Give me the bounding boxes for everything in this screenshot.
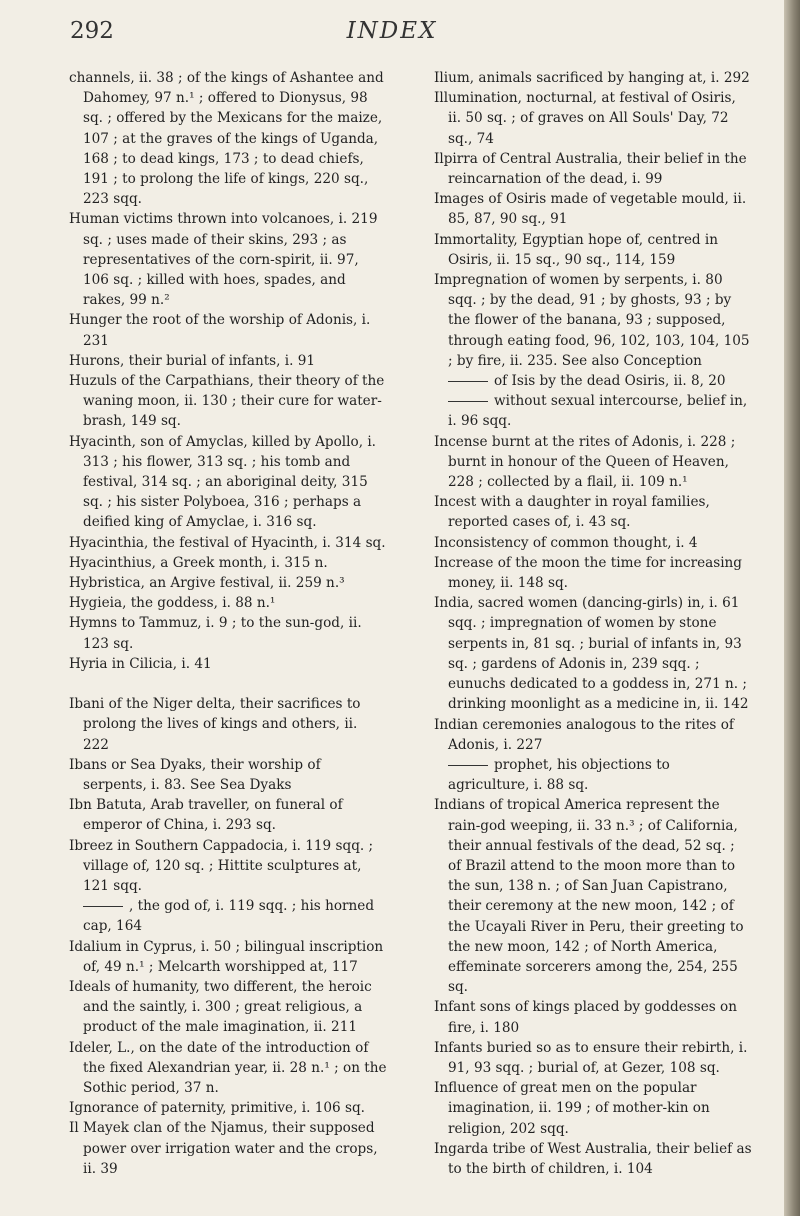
index-entry [69,533,387,553]
index-entry [434,533,752,553]
running-head: INDEX [346,18,438,44]
entry-text: Incense burnt at the rites of Adonis, i. 228 ; burnt in honour of the Queen of Heaven, 228 ; collected by a flail, ii. 109 n.¹ [434,433,736,491]
index-entry [69,209,387,310]
index-entry [434,68,752,88]
entry-text: Idalium in Cyprus, i. 50 ; bilingual inscription of, 49 n.¹ ; Melcarth worshipped at, 117 [69,938,384,975]
index-entry [434,1139,752,1179]
entry-text: Ibans or Sea Dyaks, their worship of serpents, i. 83. See Sea Dyaks [69,756,321,793]
entry-text: Infants buried so as to ensure their rebirth, i. 91, 93 sqq. ; burial of, at Gezer, 108 sq. [434,1039,748,1076]
index-entry [69,573,387,593]
index-entry [434,189,752,229]
entry-text: Ibreez in Southern Cappadocia, i. 119 sqq. ; village of, 120 sq. ; Hittite sculptures at, 121 sqq. [69,837,374,894]
entry-text: Huzuls of the Carpathians, their theory of the waning moon, ii. 130 ; their cure for water-brash, 149 sq. [69,373,385,430]
index-entry [69,977,387,1038]
index-entry [69,432,387,533]
entry-text: Ilium, animals sacrificed by hanging at, i. 292 [434,70,750,86]
ditto-dash [448,765,488,766]
entry-text: Influence of great men on the popular imagination, ii. 199 ; of mother-kin on religion, 202 sqq. [434,1080,710,1137]
entry-text: Indian ceremonies analogous to the rites of Adonis, i. 227 [434,716,734,753]
entry-text: Human victims thrown into volcanoes, i. 219 sq. ; uses made of their skins, 293 ; as representatives of the corn-spirit, ii. 97, 106 sq. ; killed with hoes, spades, and rakes, 99 n.² [69,211,378,309]
index-entry [434,1038,752,1078]
index-entry [434,230,752,270]
entry-text: Inconsistency of common thought, i. 4 [434,534,698,551]
entry-text: Hyacinthius, a Greek month, i. 315 n. [69,554,328,571]
index-entry [434,270,752,371]
entry-text: , the god of, i. 119 sqq. ; his horned cap, 164 [83,898,375,935]
index-entry [69,351,387,371]
index-entry [69,310,387,350]
index-entry [69,654,387,674]
index-entry [69,553,387,573]
entry-text: Incest with a daughter in royal families, reported cases of, i. 43 sq. [434,494,710,531]
entry-text: Hyacinth, son of Amyclas, killed by Apollo, i. 313 ; his flower, 313 sq. ; his tomb and festival, 314 sq. ; an aboriginal deity, 315 sq. ; his sister Polyboea, 316 ; perhaps a deified king of Amyclae, i. 316 sq. [69,433,377,531]
index-entry [434,795,752,997]
index-entry [69,755,387,795]
entry-text: without sexual intercourse, belief in, i. 96 sqq. [448,393,748,430]
index-entry [69,937,387,977]
entry-text: Hybristica, an Argive festival, ii. 259 n.³ [69,575,345,592]
index-entry [69,593,387,613]
entry-text: Increase of the moon the time for increasing money, ii. 148 sq. [434,554,743,592]
entry-text: channels, ii. 38 ; of the kings of Ashantee and Dahomey, 97 n.¹ ; offered to Dionysus, 98 sq. ; offered by the Mexicans for the maize, 107 ; at the graves of the kings of Uganda, 168 ; to dead kings, 173 ; to dead chiefs, 191 ; to prolong the life of kings, 220 sq., 223 sqq. [69,70,384,208]
entry-text: Ibn Batuta, Arab traveller, on funeral of emperor of China, i. 293 sq. [69,797,343,834]
index-entry [434,715,752,755]
entry-text: of Isis by the dead Osiris, ii. 8, 20 [494,373,726,390]
entry-text: prophet, his objections to agriculture, i. 88 sq. [448,756,670,794]
page-edge [784,0,800,1216]
index-column-left [69,68,387,1179]
index-entry [69,836,387,897]
ditto-dash [83,906,123,907]
index-column-right [434,68,752,1179]
index-entry [69,795,387,835]
index-entry [434,492,752,532]
index-entry [69,68,387,209]
page-number: 292 [70,18,114,44]
ditto-dash [448,401,488,402]
index-entry [434,593,752,714]
index-entry [69,1038,387,1099]
entry-text: Il Mayek clan of the Njamus, their supposed power over irrigation water and the crops, ii. 39 [69,1120,378,1177]
index-entry [434,432,752,493]
index-entry [434,149,752,189]
entry-text: Infant sons of kings placed by goddesses on fire, i. 180 [434,999,737,1036]
entry-text: Hurons, their burial of infants, i. 91 [69,352,316,369]
entry-text: Ilpirra of Central Australia, their belief in the reincarnation of the dead, i. 99 [434,150,747,188]
entry-text: Ideler, L., on the date of the introduction of the fixed Alexandrian year, ii. 28 n.¹ ; on the Sothic period, 37 n. [69,1039,387,1096]
entry-text: Hunger the root of the worship of Adonis, i. 231 [69,312,371,349]
ditto-dash [448,381,488,382]
entry-text: Hymns to Tammuz, i. 9 ; to the sun-god, ii. 123 sq. [69,615,362,652]
entry-text: Hyria in Cilicia, i. 41 [69,655,212,672]
index-subentry [69,896,387,936]
entry-text: India, sacred women (dancing-girls) in, i. 61 sqq. ; impregnation of women by stone serpents in, 81 sq. ; burial of infants in, 93 sq. ; gardens of Adonis in, 239 sqq. ; eunuchs dedicated to a goddess in, 271 n. ; drinking moonlight as a medicine in, ii. 142 [434,595,749,713]
index-subentry [434,391,752,431]
index-entry [434,997,752,1037]
entry-text: Hyacinthia, the festival of Hyacinth, i. 314 sq. [69,534,386,551]
entry-text: Ibani of the Niger delta, their sacrifices to prolong the lives of kings and others, ii. 222 [69,696,361,753]
entry-text: Ingarda tribe of West Australia, their belief as to the birth of children, i. 104 [434,1140,752,1177]
entry-text: Impregnation of women by serpents, i. 80 sqq. ; by the dead, 91 ; by ghosts, 93 ; by the flower of the banana, 93 ; supposed, through eating food, 96, 102, 103, 104, 105 ; by fire, ii. 235. See also Conception [434,272,750,369]
entry-text: Indians of tropical America represent the rain-god weeping, ii. 33 n.³ ; of California, their annual festivals of the dead, 52 sq. ; of Brazil attend to the moon more than to the sun, 138 n. ; of San Juan Capistrano, their ceremony at the new moon, 142 ; of the Ucayali River in Peru, their greeting to the new moon, 142 ; of North America, effeminate sorcerers among the, 254, 255 sq. [434,797,744,996]
index-entry [69,1098,387,1118]
entry-text: Illumination, nocturnal, at festival of Osiris, ii. 50 sq. ; of graves on All Souls' Day, 72 sq., 74 [434,90,736,147]
index-entry [69,371,387,432]
index-entry [69,613,387,653]
index-subentry [434,371,752,391]
index-entry [434,553,752,593]
entry-text: Ideals of humanity, two different, the heroic and the saintly, i. 300 ; great religious, a product of the male imagination, ii. 211 [69,978,372,1036]
index-subentry [434,755,752,795]
index-entry [69,1118,387,1179]
entry-text: Hygieia, the goddess, i. 88 n.¹ [69,595,276,612]
page-header [0,18,784,58]
index-entry [69,694,387,755]
index-entry [434,88,752,149]
entry-text: Ignorance of paternity, primitive, i. 106 sq. [69,1100,365,1117]
entry-text: Immortality, Egyptian hope of, centred in Osiris, ii. 15 sq., 90 sq., 114, 159 [434,231,718,268]
entry-text: Images of Osiris made of vegetable mould, ii. 85, 87, 90 sq., 91 [434,191,747,228]
index-entry [434,1078,752,1139]
